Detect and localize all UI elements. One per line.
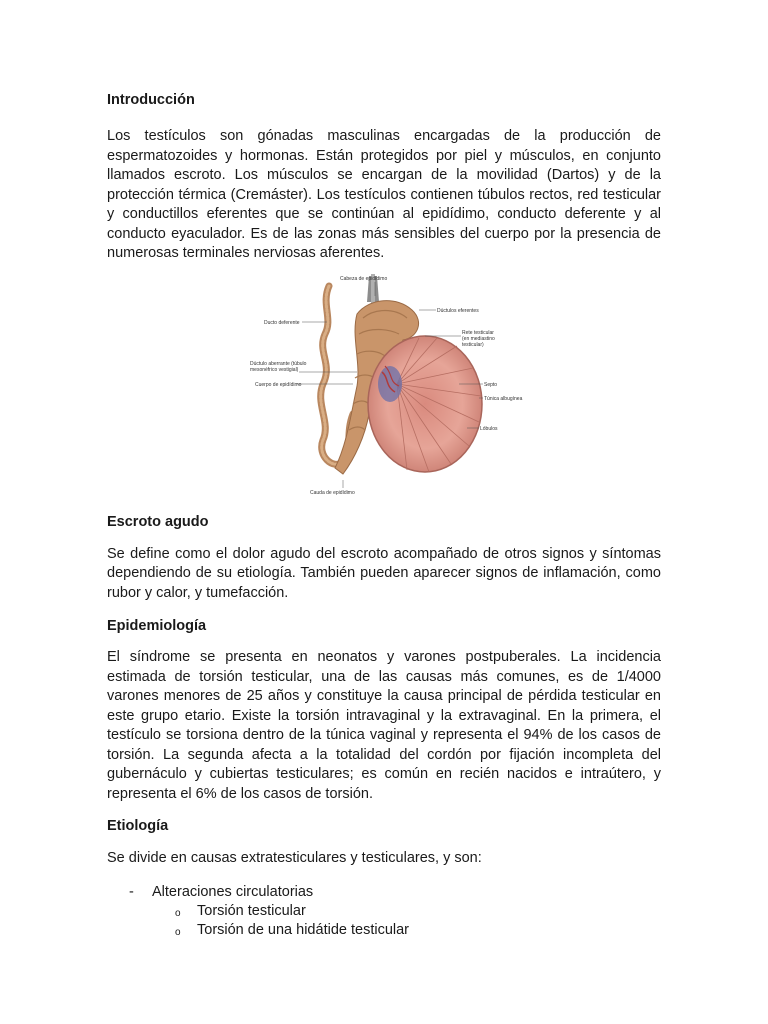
paragraph-epidemiologia: El síndrome se presenta en neonatos y varones postpuberales. La incidencia estimada de torsión testicular, una de las causas más comunes, es de 1/4000 varones menores de 25 años y constituye la causa principal de pérdida testicular en este grupo etario. Existe la torsión intravaginal y la extravaginal. En la primera, el testículo se torsiona dentro de la túnica vaginal y representa el 94% de los casos de torsión. La segunda afecta a la totalidad del cordón por fijación incompleta del gubernáculo y cubiertas testiculares; es común en recién nacidos e intraútero, y representa el 6% de los casos de torsión. (107, 649, 661, 802)
paragraph-introduccion: Los testículos son gónadas masculinas encargadas de la producción de espermatozoides y hormonas. Están protegidos por piel y músculos, en conjunto llamados escroto. Los músculos se encargan de la movilidad (Dartos) y de la protección térmica (Cremáster). Los testículos contienen túbulos rectos, red testicular y conductillos eferentes que se continúan al epidídimo, conducto deferente y al conducto eyaculador. Es de las zonas más sensibles del cuerpo por la presencia de numerosas terminales nerviosas aferentes. (107, 128, 661, 261)
testis-anatomy-illustration (107, 274, 661, 500)
list-item (107, 921, 661, 940)
label-ductulo-aberrante-1: Dúctulo aberrante (túbulo (250, 360, 307, 367)
list-item-text: Torsión de una hidátide testicular (197, 921, 409, 938)
label-rete-testicular-2: (en mediastino (462, 335, 495, 342)
label-ductulos-eferentes: Dúctulos eferentes (437, 307, 479, 314)
label-ducto-deferente: Ducto deferente (264, 319, 300, 326)
label-lobulos: Lóbulos (480, 425, 498, 432)
rete-testis-shape (378, 366, 402, 402)
paragraph-escroto-agudo: Se define como el dolor agudo del escroto acompañado de otros signos y síntomas dependiendo de su etiología. También pueden aparecer signos de inflamación, como rubor y calor, y tumefacción. (107, 545, 661, 601)
testis-shape (368, 336, 482, 472)
heading-escroto-agudo: Escroto agudo (107, 513, 209, 530)
dash-bullet: - (129, 883, 134, 900)
etiologia-list (107, 883, 661, 940)
label-rete-testicular-1: Rete testicular (462, 329, 494, 336)
label-ductulo-aberrante-2: mesonéfrico vestigial) (250, 366, 299, 373)
circle-bullet: o (175, 907, 181, 919)
label-tunica-albuginea: Túnica albugínea (484, 395, 523, 402)
testis-anatomy-figure (107, 274, 661, 500)
list-item-text: Torsión testicular (197, 902, 306, 919)
list-item (107, 883, 661, 902)
list-item-text: Alteraciones circulatorias (152, 883, 314, 900)
label-rete-testicular-3: testicular) (462, 341, 484, 348)
label-cabeza-epididimo: Cabeza de epidídimo (340, 275, 388, 282)
list-item (107, 902, 661, 921)
label-septo: Septo (484, 381, 498, 388)
circle-bullet: o (175, 926, 181, 938)
label-cauda-epididimo: Cauda de epidídimo (310, 489, 355, 496)
label-cuerpo-epididimo: Cuerpo de epidídimo (255, 381, 302, 388)
heading-epidemiologia: Epidemiología (107, 618, 207, 634)
paragraph-etiologia: Se divide en causas extratesticulares y testiculares, y son: (107, 850, 482, 866)
heading-introduccion: Introducción (107, 92, 195, 108)
heading-etiologia: Etiología (107, 818, 169, 834)
document-content (107, 90, 661, 940)
